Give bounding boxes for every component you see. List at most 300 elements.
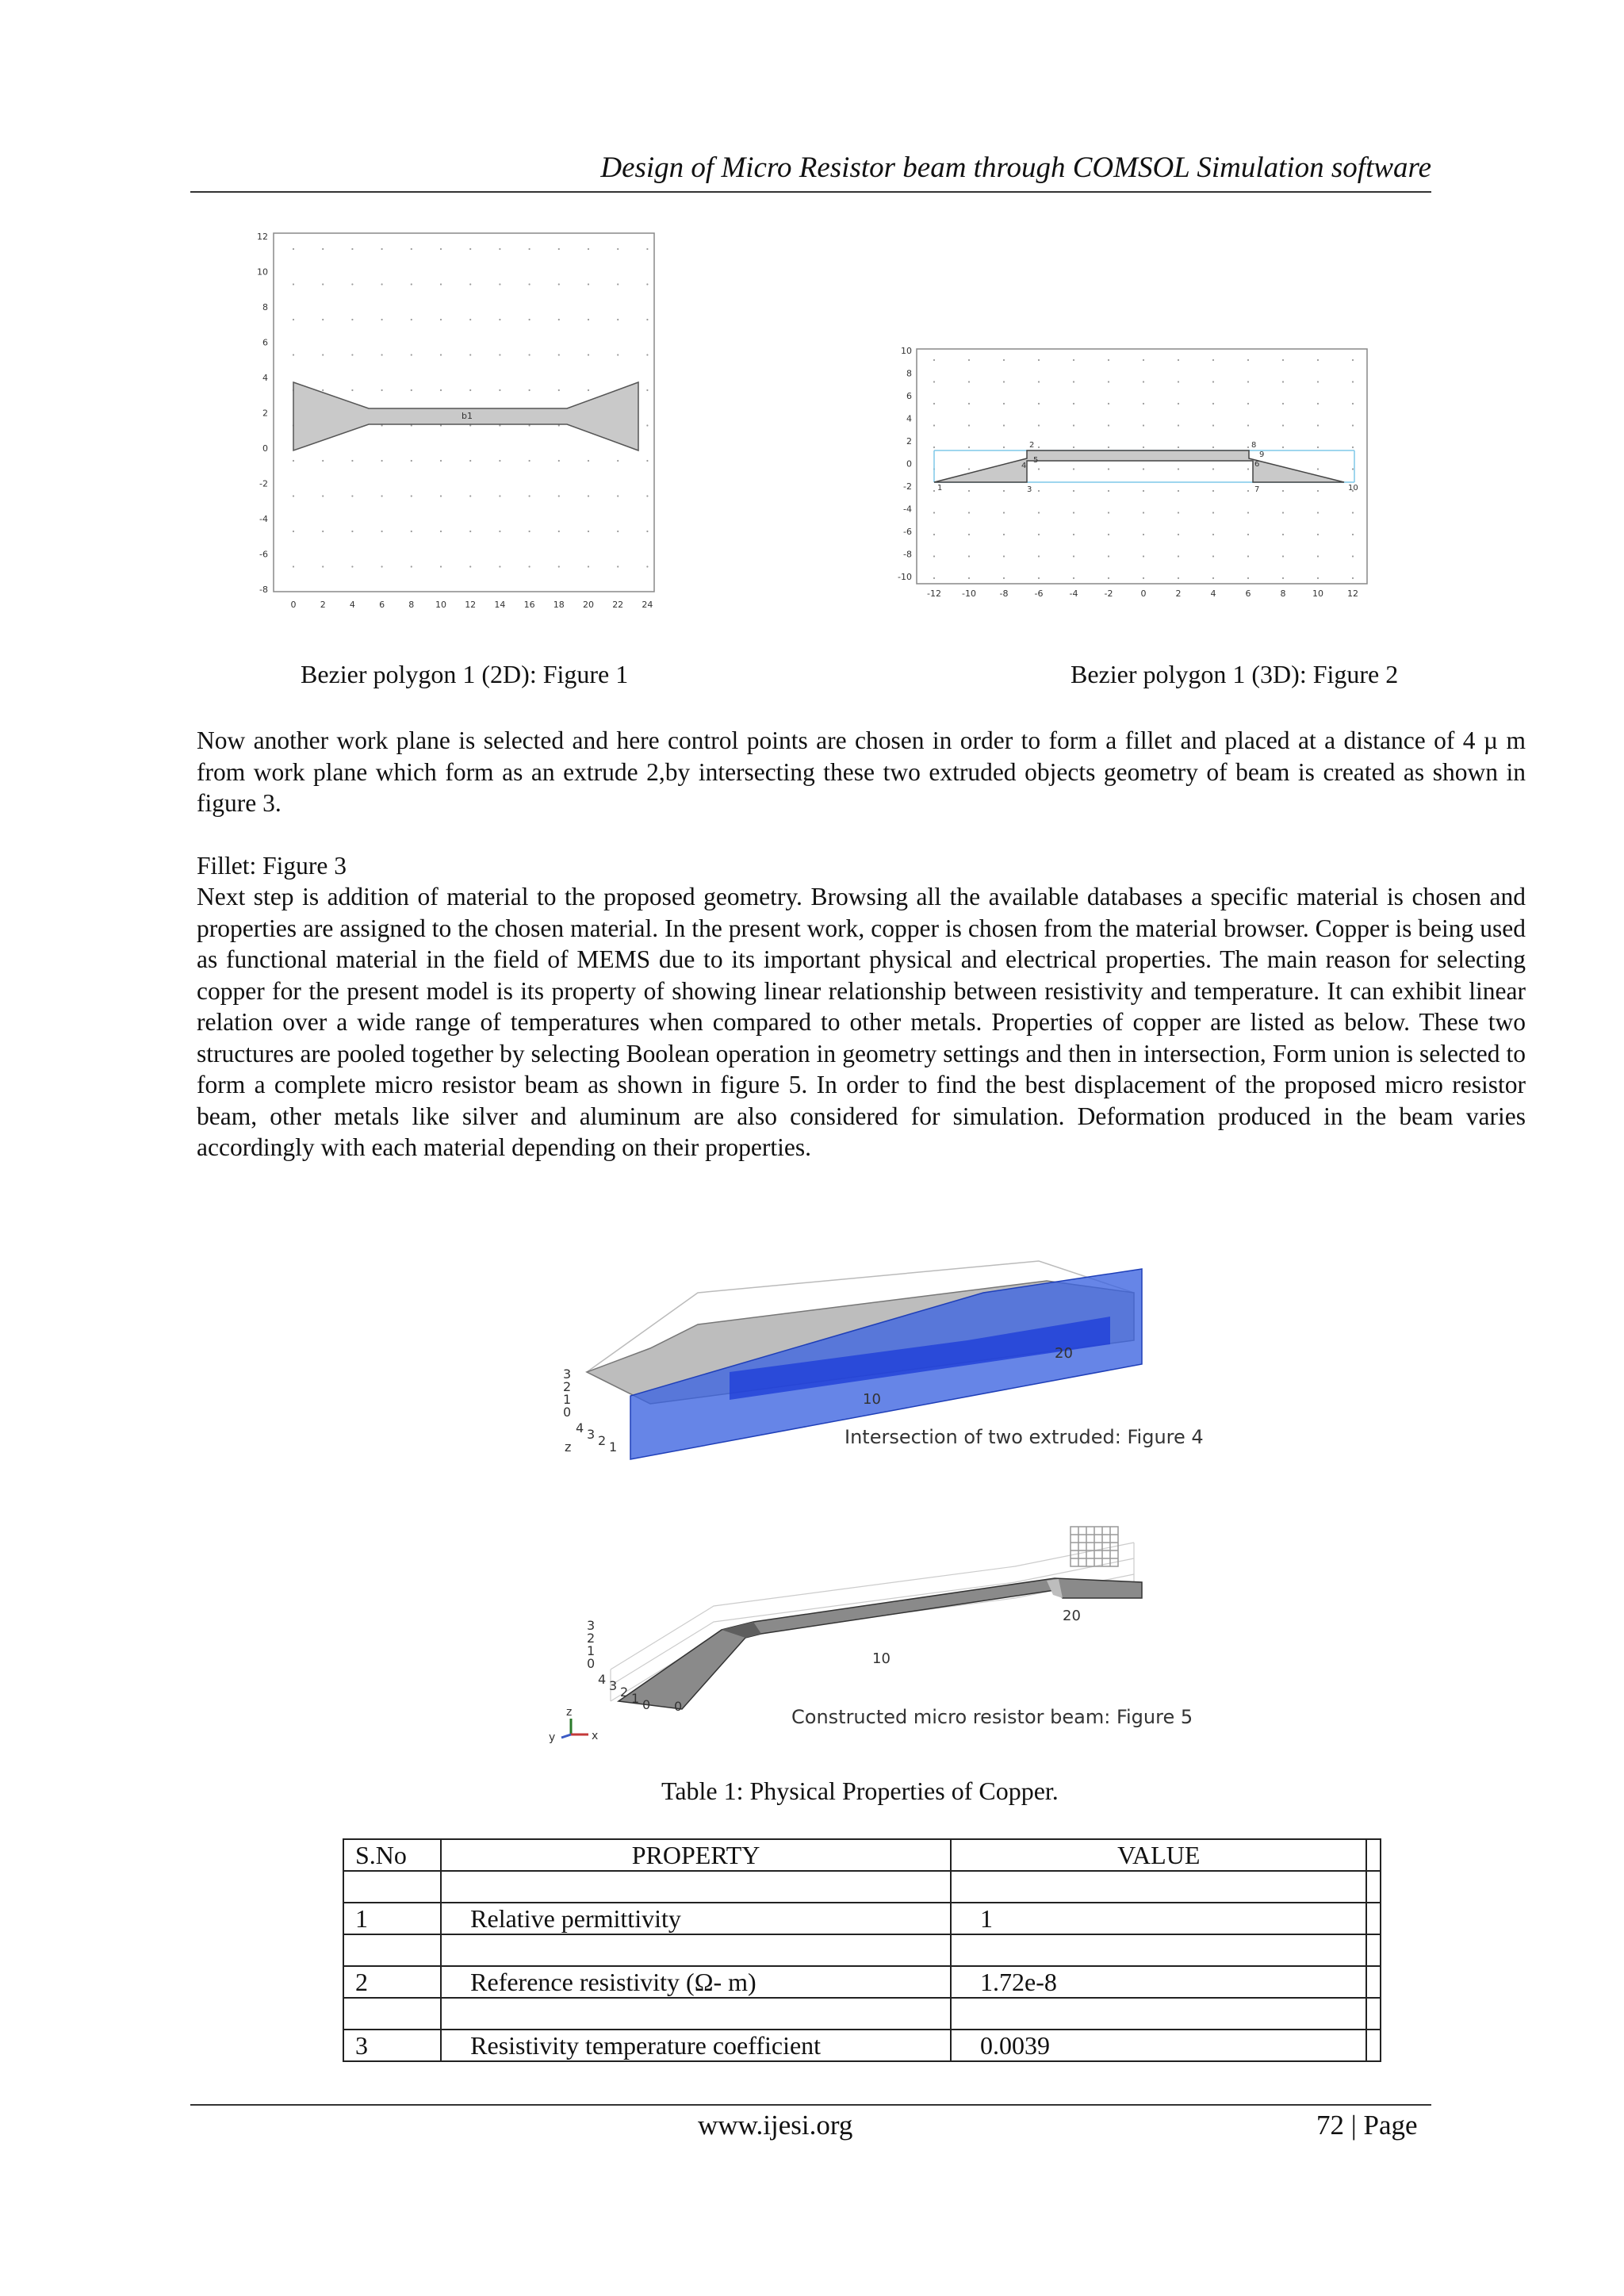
grid-dot (381, 565, 383, 567)
grid-dot (646, 319, 648, 320)
y-tick-2: 2 (598, 1433, 607, 1448)
grid-dot (440, 531, 442, 532)
x-tick-label: 6 (1245, 588, 1251, 599)
grid-dot (440, 565, 442, 567)
grid-dot (1038, 359, 1040, 361)
grid-dot (646, 460, 648, 462)
grid-dot (1073, 555, 1074, 557)
table-cell-empty (1366, 1903, 1381, 1934)
point-label: 2 (1029, 441, 1035, 450)
x-tick-label: 24 (642, 600, 653, 610)
y-tick-label: -6 (259, 549, 268, 560)
x-tick-label: -12 (927, 588, 941, 599)
y-tick-label: 0 (262, 443, 268, 454)
grid-dot (588, 495, 589, 496)
corner-grid (1071, 1527, 1118, 1566)
x-tick-label: 8 (1280, 588, 1286, 599)
grid-dot (1038, 534, 1040, 535)
grid-dot (1108, 424, 1109, 426)
grid-dot (1108, 403, 1109, 404)
grid-dot (1073, 534, 1074, 535)
grid-dot (1143, 468, 1144, 470)
point-label: 6 (1254, 460, 1260, 469)
y-tick-0: 0 (642, 1697, 651, 1712)
point-label: 7 (1254, 485, 1260, 494)
grid-dot (1108, 381, 1109, 382)
grid-dot (1108, 490, 1109, 492)
grid-dot (1178, 577, 1179, 579)
y-tick-3: 3 (609, 1678, 618, 1693)
grid-dot (1352, 555, 1354, 557)
grid-dot (1352, 381, 1354, 382)
grid-dot (1003, 577, 1005, 579)
grid-dot (529, 354, 530, 355)
grid-dot (1178, 468, 1179, 470)
grid-dot (1317, 490, 1319, 492)
grid-dot (968, 490, 970, 492)
grid-dot (1143, 577, 1144, 579)
grid-dot (1038, 381, 1040, 382)
grid-dot (1212, 534, 1214, 535)
grid-dot (933, 381, 935, 382)
grid-dot (1108, 468, 1109, 470)
row-value: 0.0039 (951, 2030, 1366, 2061)
paragraph-2-text: Next step is addition of material to the proposed geometry. Browsing all the available databases a specific material is chosen and properties are assigned to the chosen material. In the present work, copper is chosen from the material browser. Copper is being used as functional material in the field of MEMS due to its important physical and electrical properties. The main reason for selecting copper for the present model is its property of showing linear relationship between resistivity and temperature. It can exhibit linear relation over a wide range of temperatures when compared to other metals. Properties of copper are listed as below. These two structures are pooled together by selecting Boolean operation in geometry settings and then in intersection, Form union is selected to form a complete micro resistor beam as shown in figure 5. In order to find the best displacement of the proposed micro resistor beam, other metals like silver and aluminum are also considered for simulation. Deformation produced in the beam varies accordingly with each material depending on their properties. (197, 883, 1526, 1161)
table-caption: Table 1: Physical Properties of Copper. (661, 1777, 1059, 1805)
grid-dot (1073, 359, 1074, 361)
grid-dot (646, 354, 648, 355)
grid-dot (469, 495, 471, 496)
grid-dot (381, 354, 383, 355)
grid-dot (1178, 512, 1179, 513)
grid-dot (529, 389, 530, 391)
grid-dot (499, 495, 500, 496)
grid-dot (1178, 403, 1179, 404)
figure-1-caption: Bezier polygon 1 (2D): Figure 1 (301, 660, 629, 688)
figure-5-image (539, 1511, 1237, 1749)
grid-dot (1317, 555, 1319, 557)
point-label: 10 (1348, 484, 1358, 493)
grid-dot (1247, 381, 1249, 382)
paragraph-1-text: Now another work plane is selected and here control points are chosen in order to form a fillet and placed at a distance of 4 µ m from work plane which form as an extrude 2,by intersecting these two extruded objects geometry of beam is created as shown in figure 3. (197, 726, 1526, 817)
grid-dot (1247, 403, 1249, 404)
grid-dot (381, 495, 383, 496)
grid-dot (469, 283, 471, 285)
grid-dot (1352, 468, 1354, 470)
grid-dot (646, 248, 648, 250)
x-tick-label: -6 (1034, 588, 1044, 599)
grid-dot (1247, 468, 1249, 470)
grid-dot (933, 359, 935, 361)
grid-dot (1352, 424, 1354, 426)
grid-dot (1247, 577, 1249, 579)
figure-4 (555, 1245, 1237, 1467)
grid-dot (1247, 534, 1249, 535)
x-tick-20: 20 (1063, 1608, 1081, 1624)
grid-dot (440, 319, 442, 320)
y-tick-label: -10 (898, 572, 912, 582)
z-tick-1: 1 (587, 1643, 596, 1658)
grid-dot (646, 565, 648, 567)
x-tick-label: 12 (465, 600, 477, 610)
grid-dot (1143, 424, 1144, 426)
grid-dot (1282, 359, 1284, 361)
grid-dot (588, 531, 589, 532)
y-tick-labels (898, 346, 912, 582)
grid-dot (351, 460, 353, 462)
z-axis-label: z (565, 1439, 572, 1455)
grid-dot (558, 460, 560, 462)
grid-dot (588, 283, 589, 285)
y-tick-1: 1 (609, 1439, 618, 1455)
grid-dot (1282, 577, 1284, 579)
grid-dot (588, 354, 589, 355)
grid-dot (322, 460, 324, 462)
grid-dot (1317, 359, 1319, 361)
grid-dot (933, 490, 935, 492)
y-tick-label: 4 (262, 373, 268, 383)
figure-5 (539, 1511, 1237, 1749)
x-tick-label: -8 (999, 588, 1009, 599)
grid-dot (499, 283, 500, 285)
grid-dot (1073, 403, 1074, 404)
grid-dot (1282, 490, 1284, 492)
grid-dot (529, 283, 530, 285)
point-label: 5 (1033, 456, 1039, 465)
grid-dot (1038, 424, 1040, 426)
grid-dot (1108, 359, 1109, 361)
grid-dot (617, 248, 619, 250)
x-tick-label: 22 (612, 600, 624, 610)
grid-dot (381, 283, 383, 285)
point-label: 8 (1251, 441, 1257, 450)
grid-dot (558, 531, 560, 532)
grid-dot (1212, 555, 1214, 557)
grid-dot (440, 460, 442, 462)
grid-dot (1073, 490, 1074, 492)
grid-dot (1282, 424, 1284, 426)
triad-x-label: x (592, 1730, 599, 1742)
triad-y-label: y (549, 1731, 556, 1744)
grid-dot (293, 460, 294, 462)
x-tick-label: 6 (379, 600, 385, 610)
beam-body (619, 1578, 1142, 1709)
y-tick-4: 4 (598, 1672, 607, 1687)
x-tick-labels (927, 588, 1358, 599)
grid-dot (322, 495, 324, 496)
grid-dot (1003, 381, 1005, 382)
grid-dot (1073, 468, 1074, 470)
grid-dot (1003, 359, 1005, 361)
grid-dot (968, 534, 970, 535)
row-property: Resistivity temperature coefficient (441, 2030, 951, 2061)
grid-dot (617, 354, 619, 355)
grid-dot (558, 354, 560, 355)
grid-dot (529, 460, 530, 462)
row-sno: 1 (343, 1903, 441, 1934)
table-row (343, 2030, 1381, 2061)
header-sno: S.No (343, 1839, 441, 1871)
x-tick-label: 4 (349, 600, 355, 610)
grid-dot (411, 495, 412, 496)
grid-dot (411, 319, 412, 320)
z-tick-0: 0 (587, 1656, 596, 1671)
grid-dot (968, 555, 970, 557)
footer-rule (190, 2104, 1431, 2106)
grid-dot (1317, 512, 1319, 513)
figure-2 (888, 346, 1372, 600)
figure-1 (238, 230, 666, 619)
grid-dot (617, 283, 619, 285)
grid-dot (1178, 359, 1179, 361)
table-cell-empty (1366, 1966, 1381, 1998)
grid-dot (968, 381, 970, 382)
grid-dot (529, 319, 530, 320)
grid-dot (646, 389, 648, 391)
grid-dot (1247, 447, 1249, 448)
grid-dot (1212, 447, 1214, 448)
grid-dot (322, 565, 324, 567)
paragraph-2 (197, 881, 1526, 1163)
grid-dot (293, 565, 294, 567)
grid-dot (1352, 403, 1354, 404)
grid-dot (933, 424, 935, 426)
x-tick-labels (291, 600, 653, 610)
point-label: 4 (1021, 462, 1027, 470)
grid-dot (411, 531, 412, 532)
grid-dot (588, 319, 589, 320)
grid-dot (1038, 577, 1040, 579)
grid-dot (933, 555, 935, 557)
grid-dot (499, 565, 500, 567)
grid-dot (322, 248, 324, 250)
triad-z-label: z (566, 1706, 573, 1719)
x-tick-label: 18 (553, 600, 565, 610)
grid-dot (1143, 359, 1144, 361)
y-tick-labels (257, 232, 268, 595)
grid-dot (1143, 534, 1144, 535)
x-tick-label: 20 (583, 600, 594, 610)
x-tick-label: 2 (320, 600, 326, 610)
row-property: Relative permittivity (441, 1903, 951, 1934)
grid-dot (529, 248, 530, 250)
footer-page-number: 72 | Page (1316, 2110, 1418, 2141)
x-tick-10: 10 (863, 1391, 881, 1408)
grid-dot (1143, 490, 1144, 492)
grid-dot (617, 565, 619, 567)
grid-dot (351, 248, 353, 250)
grid-dot (1212, 403, 1214, 404)
grid-dot (1073, 381, 1074, 382)
grid-dot (499, 248, 500, 250)
grid-dot (1143, 447, 1144, 448)
grid-dot (469, 354, 471, 355)
grid-dot (1038, 403, 1040, 404)
grid-dot (1178, 490, 1179, 492)
y-tick-label: 10 (257, 266, 268, 278)
grid-dot (351, 283, 353, 285)
grid-dot (469, 531, 471, 532)
grid-dot (1282, 403, 1284, 404)
y-tick-label: 8 (906, 368, 912, 379)
y-tick-label: -8 (903, 549, 912, 560)
grid-dot (968, 447, 970, 448)
figure-4-image (555, 1245, 1237, 1467)
grid-dot (588, 565, 589, 567)
z-tick-2: 2 (587, 1631, 596, 1646)
x-tick-label: 4 (1210, 588, 1216, 599)
grid-dot (1212, 490, 1214, 492)
grid-dot (1317, 424, 1319, 426)
grid-dot (381, 248, 383, 250)
x-tick-label: -10 (962, 588, 976, 599)
grid-dot (411, 283, 412, 285)
grid-dot (617, 319, 619, 320)
x-tick-label: 10 (435, 600, 446, 610)
grid-dot (322, 531, 324, 532)
grid-dot (968, 403, 970, 404)
grid-dot (411, 389, 412, 391)
grid-dot (1247, 359, 1249, 361)
grid-dot (1317, 534, 1319, 535)
grid-dot (1178, 381, 1179, 382)
grid-dot (469, 460, 471, 462)
row-sno: 2 (343, 1966, 441, 1998)
point-label: 3 (1027, 485, 1032, 494)
grid-dot (351, 531, 353, 532)
grid-dot (440, 354, 442, 355)
grid-dot (1108, 512, 1109, 513)
grid-dot (469, 565, 471, 567)
properties-table (343, 1838, 1381, 2062)
figure-1-plot (238, 230, 666, 619)
grid-dot (1282, 534, 1284, 535)
grid-dot (411, 354, 412, 355)
footer-url: www.ijesi.org (698, 2110, 853, 2141)
grid-dot (588, 248, 589, 250)
grid-dot (646, 424, 648, 426)
z-tick-1: 1 (563, 1392, 572, 1407)
grid-dot (469, 319, 471, 320)
grid-dot (1317, 577, 1319, 579)
grid-dot (293, 319, 294, 320)
grid-dot (440, 248, 442, 250)
row-value: 1 (951, 1903, 1366, 1934)
grid-dot (1247, 490, 1249, 492)
grid-dot (351, 495, 353, 496)
grid-dot (411, 248, 412, 250)
grid-dot (617, 495, 619, 496)
grid-dot (440, 283, 442, 285)
grid-dot (1212, 381, 1214, 382)
grid-dot (646, 495, 648, 496)
grid-dot (322, 319, 324, 320)
x-tick-label: -4 (1069, 588, 1078, 599)
y-tick-4: 4 (576, 1420, 584, 1435)
grid-dot (558, 565, 560, 567)
grid-dot (381, 531, 383, 532)
x-tick-label: 2 (1175, 588, 1182, 599)
y-tick-label: 8 (262, 302, 268, 312)
grid-dot (1038, 555, 1040, 557)
grid-dot (1247, 555, 1249, 557)
grid-dot (1247, 424, 1249, 426)
grid-dot (968, 512, 970, 513)
grid-dot (1108, 555, 1109, 557)
y-tick-label: 2 (262, 408, 268, 419)
grid-dot (529, 495, 530, 496)
header-rule (190, 191, 1431, 193)
grid-dot (617, 531, 619, 532)
grid-dot (293, 531, 294, 532)
grid-dot (1317, 381, 1319, 382)
y-tick-label: 6 (906, 391, 912, 401)
grid-dot (1073, 447, 1074, 448)
grid-dot (1178, 447, 1179, 448)
z-tick-2: 2 (563, 1379, 572, 1394)
grid-dot (933, 512, 935, 513)
shape-label: b1 (462, 411, 473, 421)
grid-dot (646, 283, 648, 285)
grid-dot (499, 531, 500, 532)
grid-dot (558, 319, 560, 320)
grid-dot (933, 577, 935, 579)
grid-dot (411, 565, 412, 567)
grid-dot (1038, 447, 1040, 448)
grid-dot (1003, 512, 1005, 513)
x-tick-10: 10 (872, 1650, 891, 1667)
point-label: 1 (937, 484, 943, 493)
grid-dot (558, 248, 560, 250)
y-tick-label: 2 (906, 436, 912, 447)
x-tick-label: 8 (408, 600, 415, 610)
z-tick-0: 0 (563, 1405, 572, 1420)
point-label: 9 (1259, 450, 1265, 459)
grid-dot (1003, 447, 1005, 448)
grid-dot (499, 460, 500, 462)
grid-dot (1178, 534, 1179, 535)
grid-dot (351, 389, 353, 391)
grid-dot (1352, 577, 1354, 579)
grid-dot (293, 248, 294, 250)
table-header-row (343, 1839, 1381, 1871)
grid-dot (499, 389, 500, 391)
grid-dot (1108, 577, 1109, 579)
y-tick-label: -2 (903, 481, 912, 492)
grid-dot (1282, 381, 1284, 382)
grid-dot (1073, 512, 1074, 513)
y-tick-label: -2 (259, 478, 268, 489)
figure-2-plot (888, 346, 1372, 600)
grid-dot (1143, 555, 1144, 557)
grid-dot (1143, 512, 1144, 513)
header-property: PROPERTY (441, 1839, 951, 1871)
y-tick-label: 6 (262, 337, 268, 348)
table-row (343, 1966, 1381, 1998)
grid-dot (1178, 555, 1179, 557)
x-tick-label: 16 (523, 600, 535, 610)
grid-dot (1317, 447, 1319, 448)
grid-dot (440, 495, 442, 496)
grid-dot (558, 283, 560, 285)
y-tick-label: 12 (257, 232, 268, 242)
grid-dot (588, 389, 589, 391)
grid-dot (588, 460, 589, 462)
grid-dot (351, 565, 353, 567)
y-tick-3: 3 (587, 1427, 596, 1442)
grid-dot (293, 354, 294, 355)
grid-dot (933, 447, 935, 448)
